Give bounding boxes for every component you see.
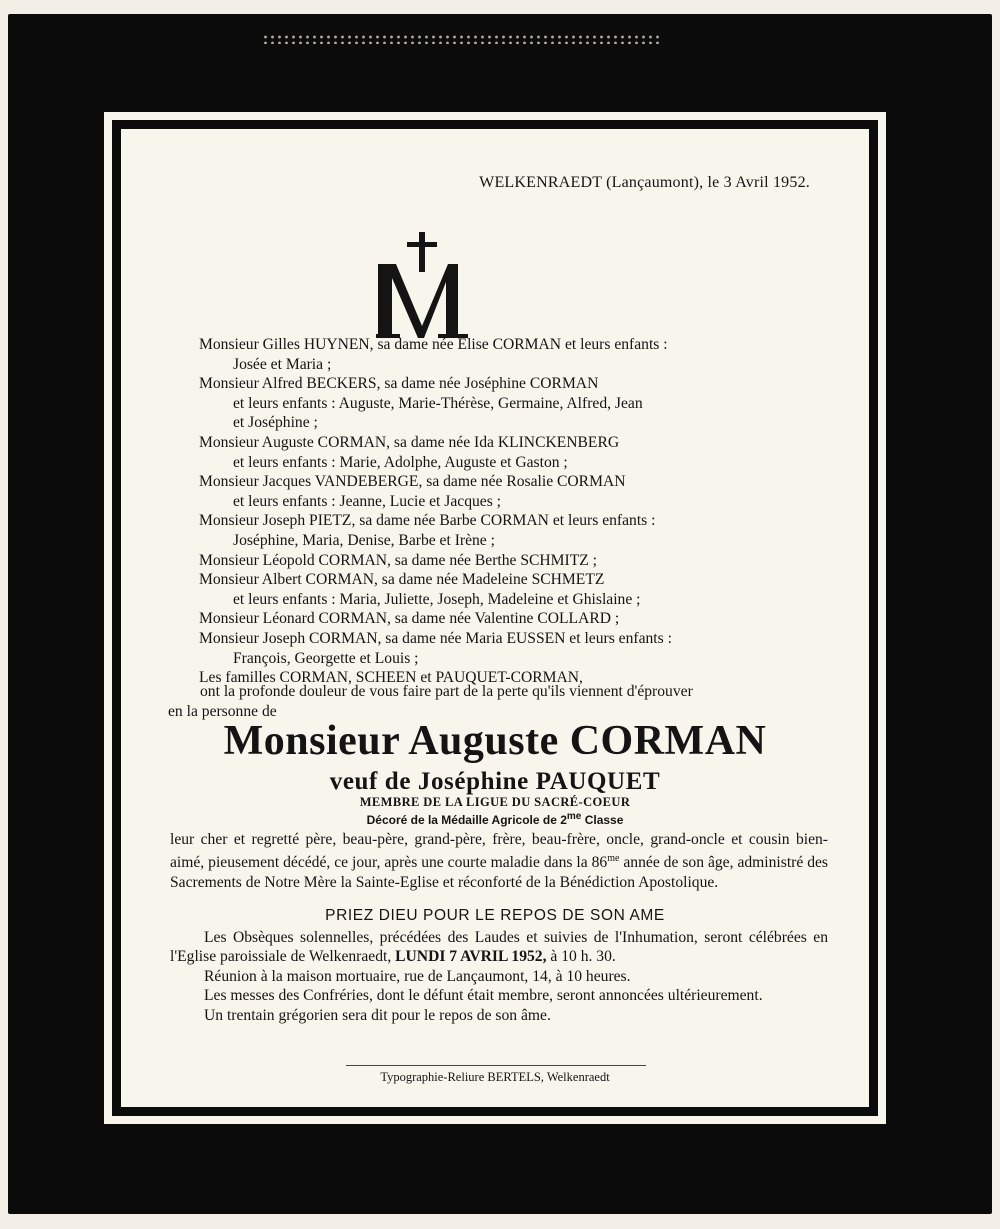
family-entry: Monsieur Jacques VANDEBERGE, sa dame née Rosalie CORMAN et leurs enfants : Jeanne, Lucie et Jacques ; — [199, 473, 626, 510]
family-entry: Monsieur Léonard CORMAN, sa dame née Valentine COLLARD ; — [199, 610, 620, 628]
death-notice-card — [104, 112, 886, 1124]
date-line: WELKENRAEDT (Lançaumont), le 3 Avril 1952. — [479, 174, 810, 191]
family-entry: Monsieur Albert CORMAN, sa dame née Madeleine SCHMETZ et leurs enfants : Maria, Juliette, Joseph, Madeleine et Ghislaine ; — [199, 571, 641, 608]
decoration-line: Décoré de la Médaille Agricole de $2^{me}$ Classe — [366, 811, 624, 827]
eulogy-paragraph: leur cher et regretté père, beau-père, grand-père, frère, beau-frère, oncle, grand-oncle et cousin bien-aimé, pieusement décédé, ce jour, après une courte maladie dans la $86^{me}$ année de son âge, administré des Sacrements de Notre Mère la Sainte-Eglise et réconforté de la Bénédiction Apostolique. — [170, 831, 829, 891]
perforation-marks — [262, 34, 662, 44]
notice-content — [104, 112, 886, 1124]
membership-line: MEMBRE DE LA LIGUE DU SACRÉ-COEUR — [359, 795, 631, 809]
cross-monogram-icon — [374, 230, 474, 340]
widower-line: veuf de Joséphine PAUQUET — [329, 768, 661, 795]
family-entry: Monsieur Alfred BECKERS, sa dame née Joséphine CORMAN et leurs enfants : Auguste, Marie-Thérèse, Germaine, Alfred, Jean et Joséphine ; — [199, 375, 643, 432]
family-entry: Monsieur Joseph CORMAN, sa dame née Maria EUSSEN et leurs enfants : François, Georgette et Louis ; — [199, 629, 672, 667]
family-list — [199, 335, 829, 688]
masses-paragraph: Les messes des Confréries, dont le défunt était membre, seront annoncées ultérieurement. — [204, 987, 763, 1005]
funeral-details — [170, 928, 828, 1025]
announcement-text: ont la profonde douleur de vous faire part de la perte qu'ils viennent d'éprouver en la personne de — [168, 683, 693, 720]
funeral-paragraph: Les Obsèques solennelles, précédées des Laudes et suivies de l'Inhumation, seront célébrées en l'Eglise paroissiale de Welkenraedt, LUNDI 7 AVRIL 1952, à 10 h. 30. — [170, 929, 828, 966]
family-entry: Monsieur Gilles HUYNEN, sa dame née Elise CORMAN et leurs enfants : Josée et Maria ; — [199, 336, 668, 373]
trentain-paragraph: Un trentain grégorien sera dit pour le repos de son âme. — [204, 1006, 551, 1024]
family-entry: Monsieur Auguste CORMAN, sa dame née Ida KLINCKENBERG et leurs enfants : Marie, Adolphe, Auguste et Gaston ; — [199, 433, 620, 471]
meeting-paragraph: Réunion à la maison mortuaire, rue de Lançaumont, 14, à 10 heures. — [204, 967, 631, 985]
family-entry: Monsieur Léopold CORMAN, sa dame née Berthe SCHMITZ ; — [199, 551, 598, 569]
prayer-heading: PRIEZ DIEU POUR LE REPOS DE SON AME — [325, 907, 665, 924]
printer-credit: Typographie-Reliure BERTELS, Welkenraedt — [380, 1070, 610, 1084]
deceased-name: Monsieur Auguste CORMAN — [223, 718, 767, 764]
printer-divider — [346, 1065, 646, 1066]
family-entry: Les familles CORMAN, SCHEEN et PAUQUET-CORMAN, — [199, 669, 583, 687]
family-entry: Monsieur Joseph PIETZ, sa dame née Barbe CORMAN et leurs enfants : Joséphine, Maria, Denise, Barbe et Irène ; — [199, 512, 656, 549]
